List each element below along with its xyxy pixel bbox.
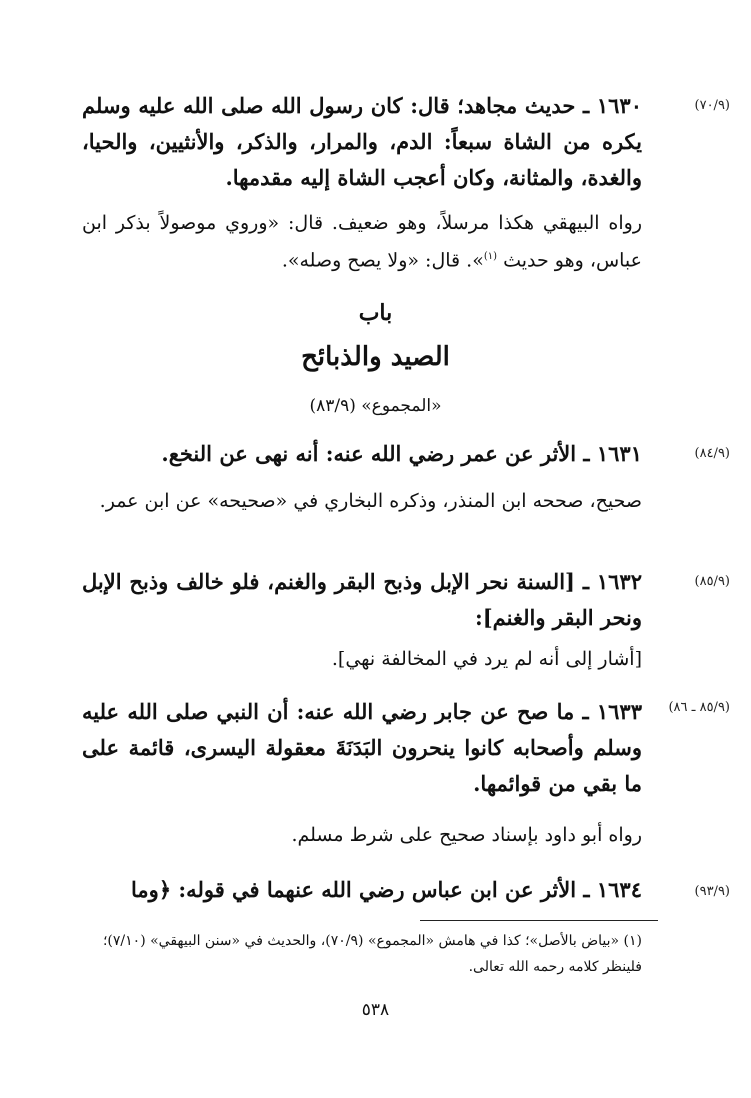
margin-reference: (٩٣/٩): [694, 884, 730, 899]
entry-1630: [82, 88, 642, 277]
margin-reference: (٨٥/٩ ـ ٨٦): [668, 700, 730, 715]
footnote-marker[interactable]: (١): [483, 251, 498, 262]
footnote-1: (١) «بياض بالأصل»؛ كذا في هامش «المجموع» (٧٠/٩)، والحديث في «سنن البيهقي» (٧/١٠)؛ فلينظر كلامه رحمه الله تعالى.: [102, 933, 642, 975]
entry-1631: [82, 436, 642, 518]
margin-reference: (٨٤/٩): [694, 446, 730, 461]
entry-1633: [82, 694, 642, 852]
entry-number: ١٦٣٣: [596, 699, 642, 724]
hadith-text: ١٦٣٣ ـ ما صح عن جابر رضي الله عنه: أن النبي صلى الله عليه وسلم وأصحابه كانوا ينحرون البَدَنَةَ معقولة اليسرى، قائمة على ما بقي من قوائمها.: [82, 699, 642, 796]
page-number: ٥٣٨: [361, 1000, 390, 1020]
commentary: [أشار إلى أنه لم يرد في المخالفة نهي].: [331, 648, 642, 670]
commentary: رواه البيهقي هكذا مرسلاً، وهو ضعيف. قال: «وروي موصولاً بذكر ابن عباس، وهو حديث $^{(١)}$». قال: «ولا يصح وصله».: [82, 212, 642, 272]
issue-text: ١٦٣٢ ـ [السنة نحر الإبل وذبح البقر والغنم، فلو خالف وذبح الإبل ونحر البقر والغنم]:: [82, 569, 642, 630]
hadith-text: ١٦٣٠ ـ حديث مجاهد؛ قال: كان رسول الله صلى الله عليه وسلم يكره من الشاة سبعاً: الدم، والمرار، والذكر، والأنثيين، والحيا، والغدة، والمثانة، وكان أعجب الشاة إليه مقدمها.: [82, 93, 642, 190]
margin-reference: (٧٠/٩): [694, 98, 730, 113]
commentary: رواه أبو داود بإسناد صحيح على شرط مسلم.: [291, 824, 642, 846]
footnotes: [82, 928, 642, 980]
entry-1632: [82, 564, 642, 676]
footnote-separator: [420, 920, 658, 921]
commentary: صحيح، صححه ابن المنذر، وذكره البخاري في «صحيحه» عن ابن عمر.: [99, 490, 642, 512]
athar-text: ١٦٣١ ـ الأثر عن عمر رضي الله عنه: أنه نهى عن النخع.: [161, 441, 642, 466]
margin-reference: (٨٥/٩): [694, 574, 730, 589]
athar-text: ١٦٣٤ ـ الأثر عن ابن عباس رضي الله عنهما في قوله: ﴿وما: [131, 877, 642, 902]
entry-1634: [82, 872, 642, 908]
chapter-title: الصيد والذبائح: [301, 342, 450, 372]
chapter-source: «المجموع» (٨٣/٩): [309, 396, 442, 416]
entry-number: ١٦٣٠: [596, 93, 642, 118]
chapter-label: باب: [358, 300, 393, 326]
entry-number: ١٦٣٢: [596, 569, 642, 594]
